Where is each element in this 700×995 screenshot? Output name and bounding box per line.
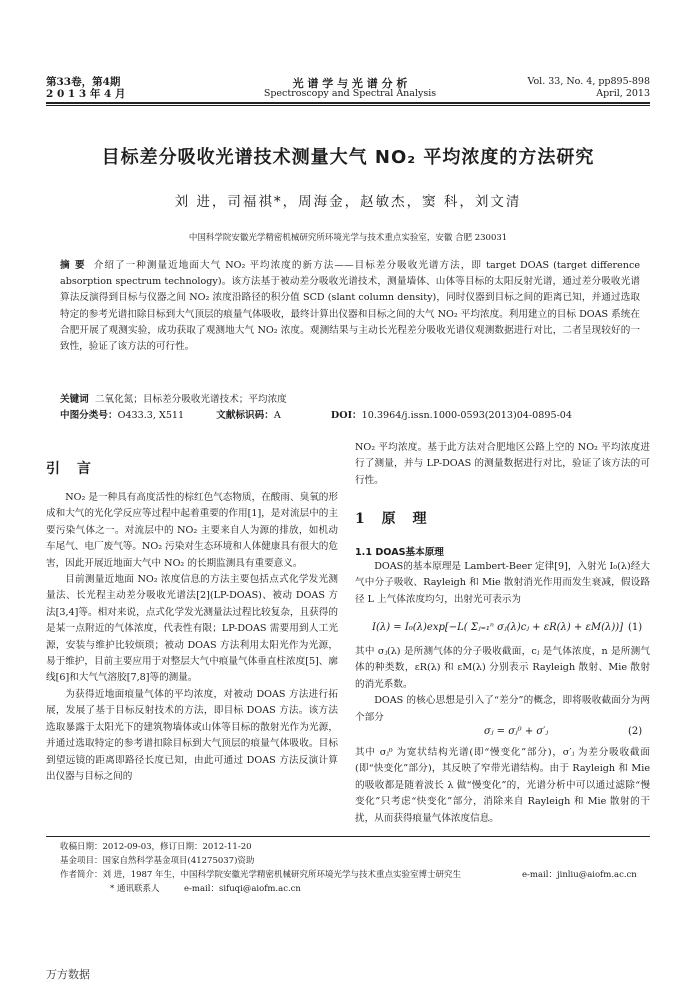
date-en: April, 2013 (596, 88, 650, 99)
doi-value: 10.3964/j.issn.1000-0593(2013)04-0895-04 (361, 410, 573, 421)
affiliation: 中国科学院安徽光学精密机械研究所环境光学与技术重点实验室，安徽 合肥 230031 (188, 233, 508, 243)
doc-code-label: 文献标识码： (216, 410, 274, 421)
journal-title-en: Spectroscopy and Spectral Analysis (263, 88, 437, 99)
equation-1-number: (1) (628, 622, 643, 633)
principle-paragraph-4 (355, 745, 650, 827)
doc-code-value: A (273, 410, 281, 421)
keywords (60, 393, 287, 406)
paper-title: 目标差分吸收光谱技术测量大气 NO₂ 平均浓度的方法研究 (101, 147, 595, 168)
clc-label: 中图分类号： (60, 410, 118, 421)
doi-label: DOI： (330, 410, 362, 421)
section-1-1-heading: 1.1 DOAS基本原理 (355, 547, 444, 558)
equation-2: σⱼ = σⱼ⁰ + σ′ⱼ (484, 726, 549, 737)
principle-text-3: DOAS 的核心思想是引入了“差分”的概念，即将吸收截面分为两个部分 (355, 695, 650, 723)
footer-watermark: 万方数据 (46, 968, 90, 981)
principle-text-1: DOAS的基本原理是 Lambert-Beer 定律[9]，入射光 I₀(λ)经大气中分子吸收、Rayleigh 和 Mie 散射消光作用而发生衰减，假设路径 L 上气体浓度均匀，出射光可表示为 (355, 561, 650, 605)
right-column-top (355, 440, 650, 489)
classification-line (60, 409, 572, 422)
corresponding-email: e-mail：sifuqi@aiofm.ac.cn (184, 884, 301, 894)
author-bio: 作者简介：刘 进，1987 年生，中国科学院安徽光学精密机械研究所环境光学与技术重点实验室博士研究生 (60, 870, 462, 880)
section-1-heading: 1 原 理 (355, 511, 433, 527)
intro-heading: 引 言 (46, 461, 97, 477)
footnote-rule (46, 836, 650, 837)
author-email: e-mail：jinliu@aiofm.ac.cn (522, 870, 637, 880)
keywords-text: 二氧化氮；目标差分吸收光谱技术；平均浓度 (94, 394, 287, 405)
right-paragraph-0: NO₂ 平均浓度。基于此方法对合肥地区公路上空的 NO₂ 平均浓度进行了测量，并与 LP-DOAS 的测量数据进行对比，验证了该方法的可行性。 (355, 442, 650, 486)
abstract-label: 摘 要 (60, 260, 86, 271)
header-rule-thick (46, 102, 650, 104)
volume-cn: 第33卷，第4期 (46, 76, 121, 88)
keywords-label: 关键词 (60, 394, 89, 405)
corresponding-author: * 通讯联系人 (110, 884, 160, 894)
journal-title-cn: 光 谱 学 与 光 谱 分 析 (292, 77, 408, 90)
year-cn: 2 0 1 3 年 4 月 (46, 88, 126, 100)
equation-1: I(λ) = I₀(λ)exp[−L( Σⱼ₌₁ⁿ σⱼ(λ)cⱼ + εR(λ) + εM(λ))] (372, 622, 624, 633)
principle-text-2: 其中 σⱼ(λ) 是所测气体的分子吸收截面，cⱼ 是气体浓度，n 是所测气体的种类数，εR(λ) 和 εM(λ) 分别表示 Rayleigh 散射、Mie 散射的消光系数。 (355, 646, 650, 690)
volume-en: Vol. 33, No. 4, pp895-898 (527, 76, 650, 87)
intro-paragraph-3: 为获得近地面痕量气体的平均浓度，对被动 DOAS 方法进行拓展，发展了基于目标反射技术的方法，即目标 DOAS 方法。该方法选取暴露于太阳光下的建筑物墙体或山体等目标的散射光作为光源，并通过选取特定的参考谱扣除目标到大气顶层的痕量气体吸收。目标到望远镜的距离即路径长度已知，由此可通过 DOAS 方法反演计算出仪器与目标之间的 (46, 688, 338, 782)
header-rule-thin (46, 105, 650, 106)
equation-2-number: (2) (628, 726, 643, 737)
intro-paragraph-1: NO₂ 是一种具有高度活性的棕红色气态物质，在酸雨、臭氧的形成和大气的光化学反应等过程中起着重要的作用[1]，是对流层中的主要污染气体之一。对流层中的 NO₂ 主要来自人为源的排放，如机动车尾气、电厂废气等。NO₂ 污染对生态环境和人体健康具有很大的危害，因此开展近地面大气中 NO₂ 的长期监测具有重要意义。 (46, 492, 338, 569)
author-list: 刘 进，司福祺*，周海金，赵敏杰，窦 科，刘文清 (174, 194, 522, 210)
clc-value: O433.3, X511 (117, 410, 185, 421)
intro-paragraph-2: 目前测量近地面 NO₂ 浓度信息的方法主要包括点式化学发光测量法、长光程主动差分吸收光谱法[2](LP-DOAS)、被动 DOAS 方法[3,4]等。相对来说，点式化学发光测量法过程比较复杂，且获得的是某一点附近的气体浓度，代表性有限；LP-DOAS 需要用到人工光源，安装与维护比较烦琐；被动 DOAS 方法利用太阳光作为光源，易于维护，目前主要应用于对整层大气中痕量气体垂直柱浓度[5]、廓线[6]和大气气溶胶[7,8]等的测量。 (46, 574, 338, 684)
fund-info: 基金项目：国家自然科学基金项目(41275037)资助 (60, 856, 255, 866)
received-date: 收稿日期：2012-09-03，修订日期：2012-11-20 (60, 842, 252, 852)
left-column-body (46, 490, 338, 785)
principle-paragraph-1 (355, 559, 650, 608)
principle-text-4: 其中 σⱼ⁰ 为宽状结构光谱(即“慢变化”部分)，σ′ⱼ 为差分吸收截面(即“快变化”部分)，其反映了窄带光谱结构。由于 Rayleigh 和 Mie 的吸收都是随着波长 λ 做“慢变化”的，光谱分析中可以通过滤除“慢变化”只考虑“快变化”部分，消除来自 Rayleigh 和 Mie 散射的干扰，从而获得痕量气体浓度信息。 (355, 747, 650, 824)
abstract (60, 258, 640, 355)
abstract-text: 介绍了一种测量近地面大气 NO₂ 平均浓度的新方法——目标差分吸收光谱方法，即 target DOAS (target difference absorption spectrum technology)。该方法基于被动差分吸收光谱技术，测量墙体、山体等目标的太阳反射光谱，通过差分吸收光谱算法反演得到目标与仪器之间 NO₂ 浓度沿路径的积分值 SCD (slant column density)，同时仪器到目标之间的距离已知，并通过选取特定的参考光谱扣除目标到大气顶层的痕量气体吸收，最终计算出仪器和目标之间的大气 NO₂ 平均浓度。利用建立的目标 DOAS 系统在合肥开展了观测实验，成功获取了观测地大气 NO₂ 浓度。观测结果与主动长光程差分吸收光谱仪观测数据进行对比，二者呈现较好的一致性，验证了该方法的可行性。 (60, 260, 640, 353)
principle-paragraph-2 (355, 644, 650, 726)
